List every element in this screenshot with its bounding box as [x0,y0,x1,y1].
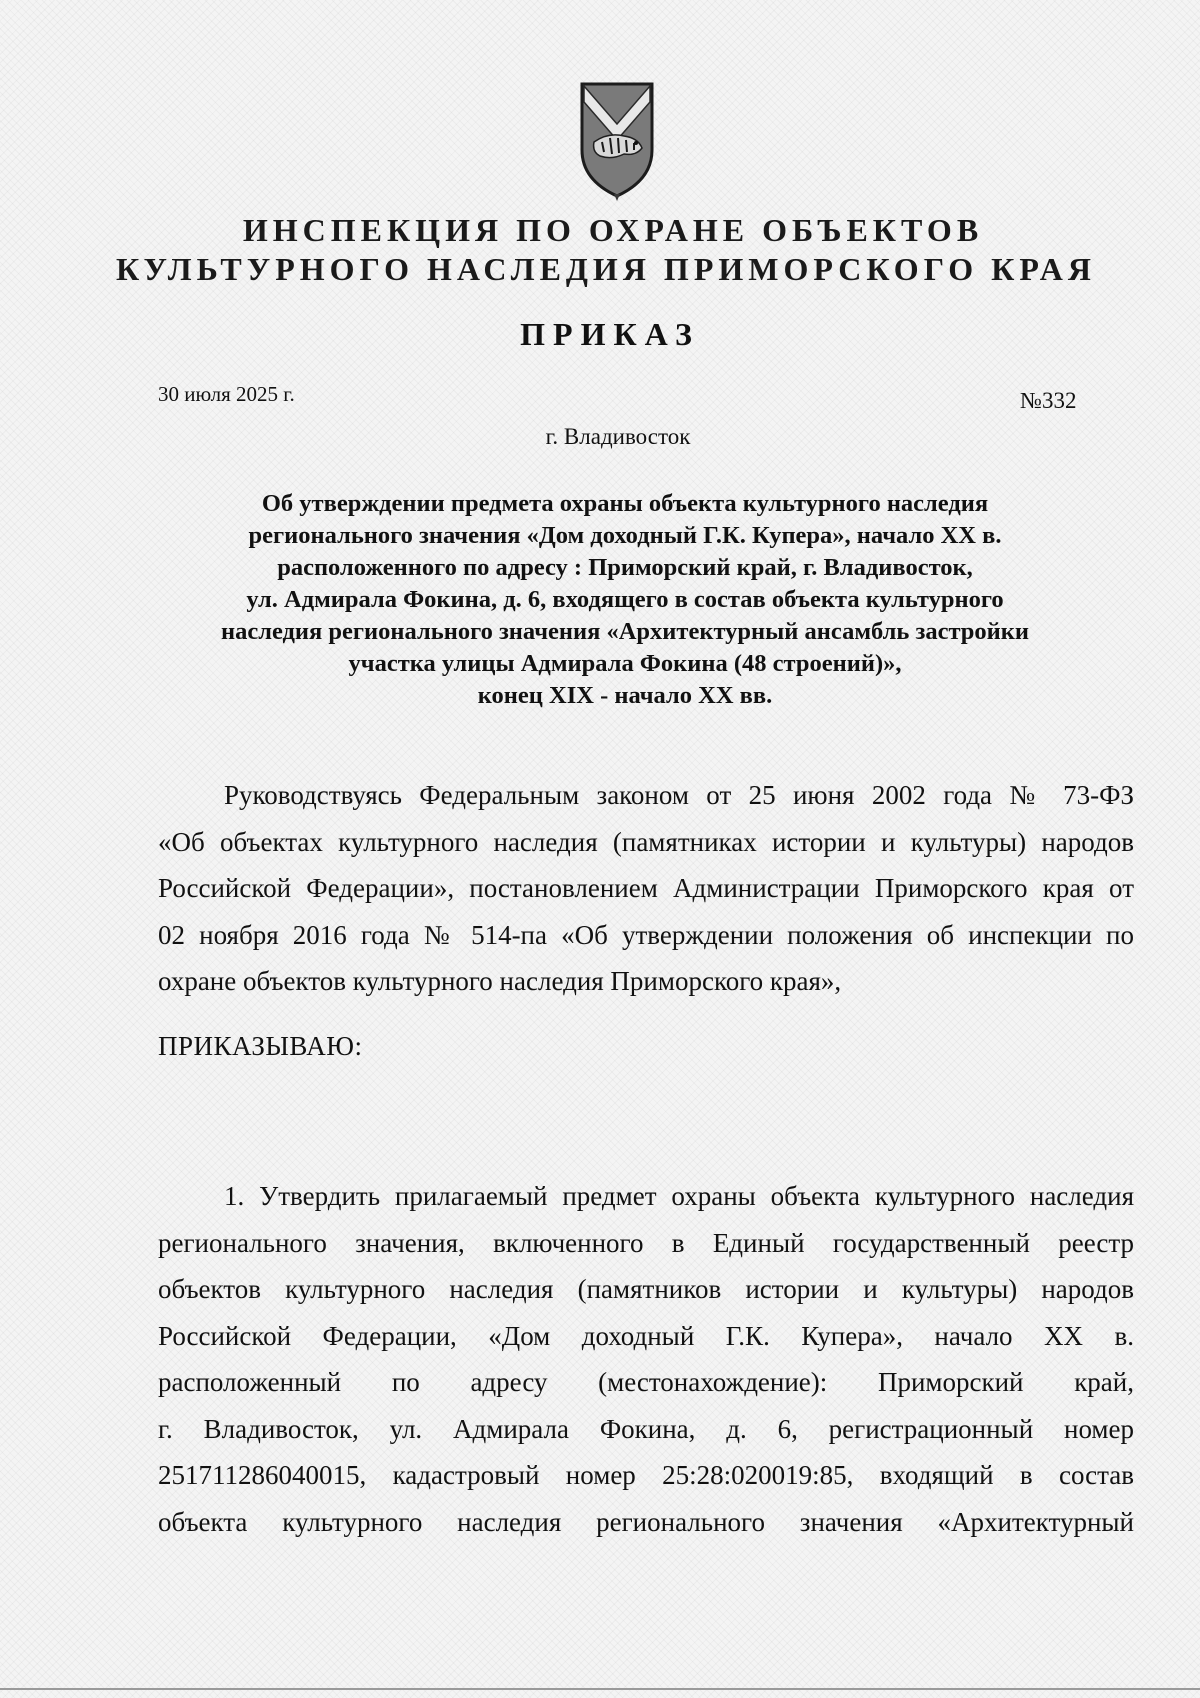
paragraph-line: Российской Федерации, «Дом доходный Г.К. Купера», начало XX в. [158,1320,1134,1351]
paragraph-line: «Об объектах культурного наследия (памятниках истории и культуры) народов [158,826,1134,857]
preamble-paragraph [158,772,1134,1005]
organization-name-line-1: ИНСПЕКЦИЯ ПО ОХРАНЕ ОБЪЕКТОВ [242,212,984,248]
title-line: наследия регионального значения «Архитектурный ансамбль застройки [221,618,1029,645]
scan-bottom-edge [0,1688,1200,1690]
title-line: конец XIX - начало XX вв. [477,682,773,709]
order-number: №332 [1020,388,1077,413]
paragraph-line: 02 ноября 2016 года № 514-па «Об утверждении положения об инспекции по [158,919,1134,950]
title-line: ул. Адмирала Фокина, д. 6, входящего в состав объекта культурного [246,586,1004,613]
paragraph-line: 251711286040015, кадастровый номер 25:28:020019:85, входящий в состав [158,1460,1134,1490]
organization-name-line-2: КУЛЬТУРНОГО НАСЛЕДИЯ ПРИМОРСКОГО КРАЯ [115,251,1097,287]
coat-of-arms-icon [578,80,656,202]
order-title [190,488,1060,712]
paragraph-line: объектов культурного наследия (памятников истории и культуры) народов [158,1274,1134,1304]
document-type-heading: ПРИКАЗ [520,316,700,352]
order-directive-word: ПРИКАЗЫВАЮ: [158,1031,363,1061]
issue-city: г. Владивосток [545,424,691,449]
paragraph-line: 1. Утвердить прилагаемый предмет охраны объекта культурного наследия [224,1181,1134,1211]
paragraph-line: Российской Федерации», постановлением Администрации Приморского края от [158,873,1134,903]
paragraph-line: расположенный по адресу (местонахождение): Приморский край, [158,1367,1134,1397]
order-date: 30 июля 2025 г. [158,382,295,406]
paragraph-line: регионального значения, включенного в Единый государственный реестр [158,1227,1134,1258]
paragraph-line: объекта культурного наследия регионального значения «Архитектурный [158,1506,1134,1537]
order-item-1 [158,1173,1134,1545]
paragraph-line: охране объектов культурного наследия Приморского края», [158,966,842,996]
paragraph-line: Руководствуясь Федеральным законом от 25 июня 2002 года № 73-ФЗ [224,780,1134,810]
title-line: участка улицы Адмирала Фокина (48 строений)», [348,650,902,677]
title-line: расположенного по адресу : Приморский край, г. Владивосток, [277,554,973,581]
paragraph-line: г. Владивосток, ул. Адмирала Фокина, д. 6, регистрационный номер [158,1413,1134,1444]
title-line: регионального значения «Дом доходный Г.К. Купера», начало XX в. [248,522,1002,549]
title-line: Об утверждении предмета охраны объекта культурного наследия [261,490,989,517]
